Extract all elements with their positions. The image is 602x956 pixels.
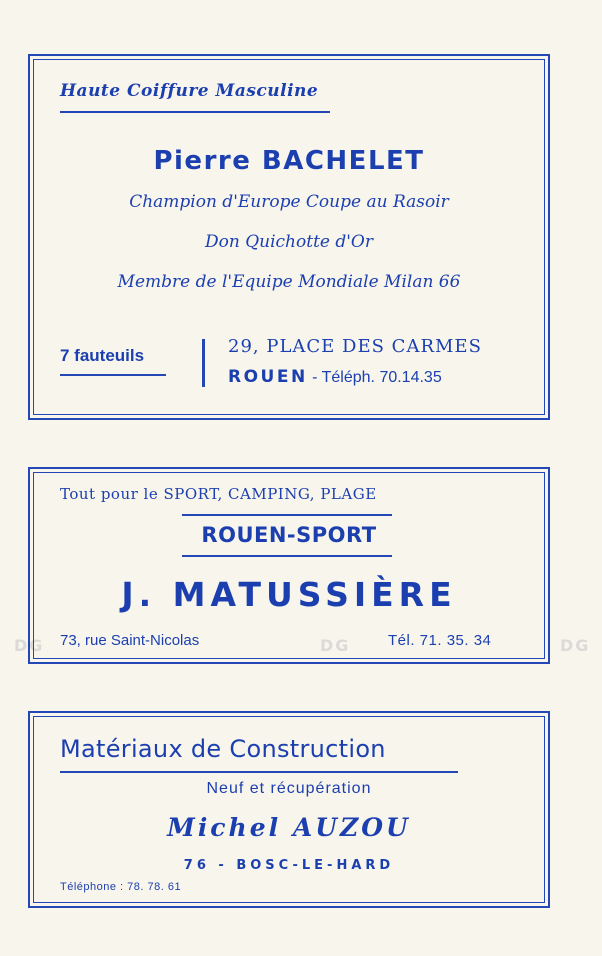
ad-sport-phone: Tél. 71. 35. 34	[388, 632, 492, 649]
divider	[182, 555, 392, 557]
ad-materials	[28, 711, 550, 908]
ad-sport-address: 73, rue Saint-Nicolas	[60, 632, 200, 649]
ad-barber-city-line	[228, 367, 442, 387]
ad-barber-address: 29, PLACE DES CARMES	[228, 336, 482, 357]
ad-barber-city: ROUEN	[228, 367, 308, 387]
ad-barber-phone: - Téléph. 70.14.35	[312, 369, 442, 386]
ad-materials-sub: Neuf et récupération	[206, 780, 372, 797]
ad-barber-line: Don Quichotte d'Or	[205, 232, 373, 252]
ad-materials-heading: Matériaux de Construction	[60, 735, 386, 763]
watermark: DG	[560, 636, 591, 655]
ad-sport-shop: ROUEN-SPORT	[201, 523, 377, 547]
ad-barber-line: Membre de l'Equipe Mondiale Milan 66	[117, 272, 461, 292]
ad-sport	[28, 467, 550, 664]
ad-sport-owner: J. MATUSSIÈRE	[121, 575, 457, 614]
ad-barber	[28, 54, 550, 420]
ad-materials-place: 76 - BOSC-LE-HARD	[183, 858, 395, 873]
ad-barber-name: Pierre BACHELET	[153, 146, 425, 176]
watermark: DG	[320, 636, 351, 655]
divider	[60, 374, 166, 376]
ad-barber-line: Champion d'Europe Coupe au Rasoir	[129, 192, 449, 212]
ad-barber-tagline: Haute Coiffure Masculine	[60, 81, 319, 101]
vertical-divider	[202, 339, 205, 387]
ad-materials-owner: Michel AUZOU	[167, 813, 411, 842]
ad-sport-tagline: Tout pour le SPORT, CAMPING, PLAGE	[60, 485, 377, 503]
divider	[60, 111, 330, 113]
ad-barber-chairs: 7 fauteuils	[60, 346, 145, 365]
divider	[60, 771, 458, 773]
ad-materials-phone: Téléphone : 78. 78. 61	[60, 881, 182, 893]
divider	[182, 514, 392, 516]
watermark: DG	[14, 636, 45, 655]
